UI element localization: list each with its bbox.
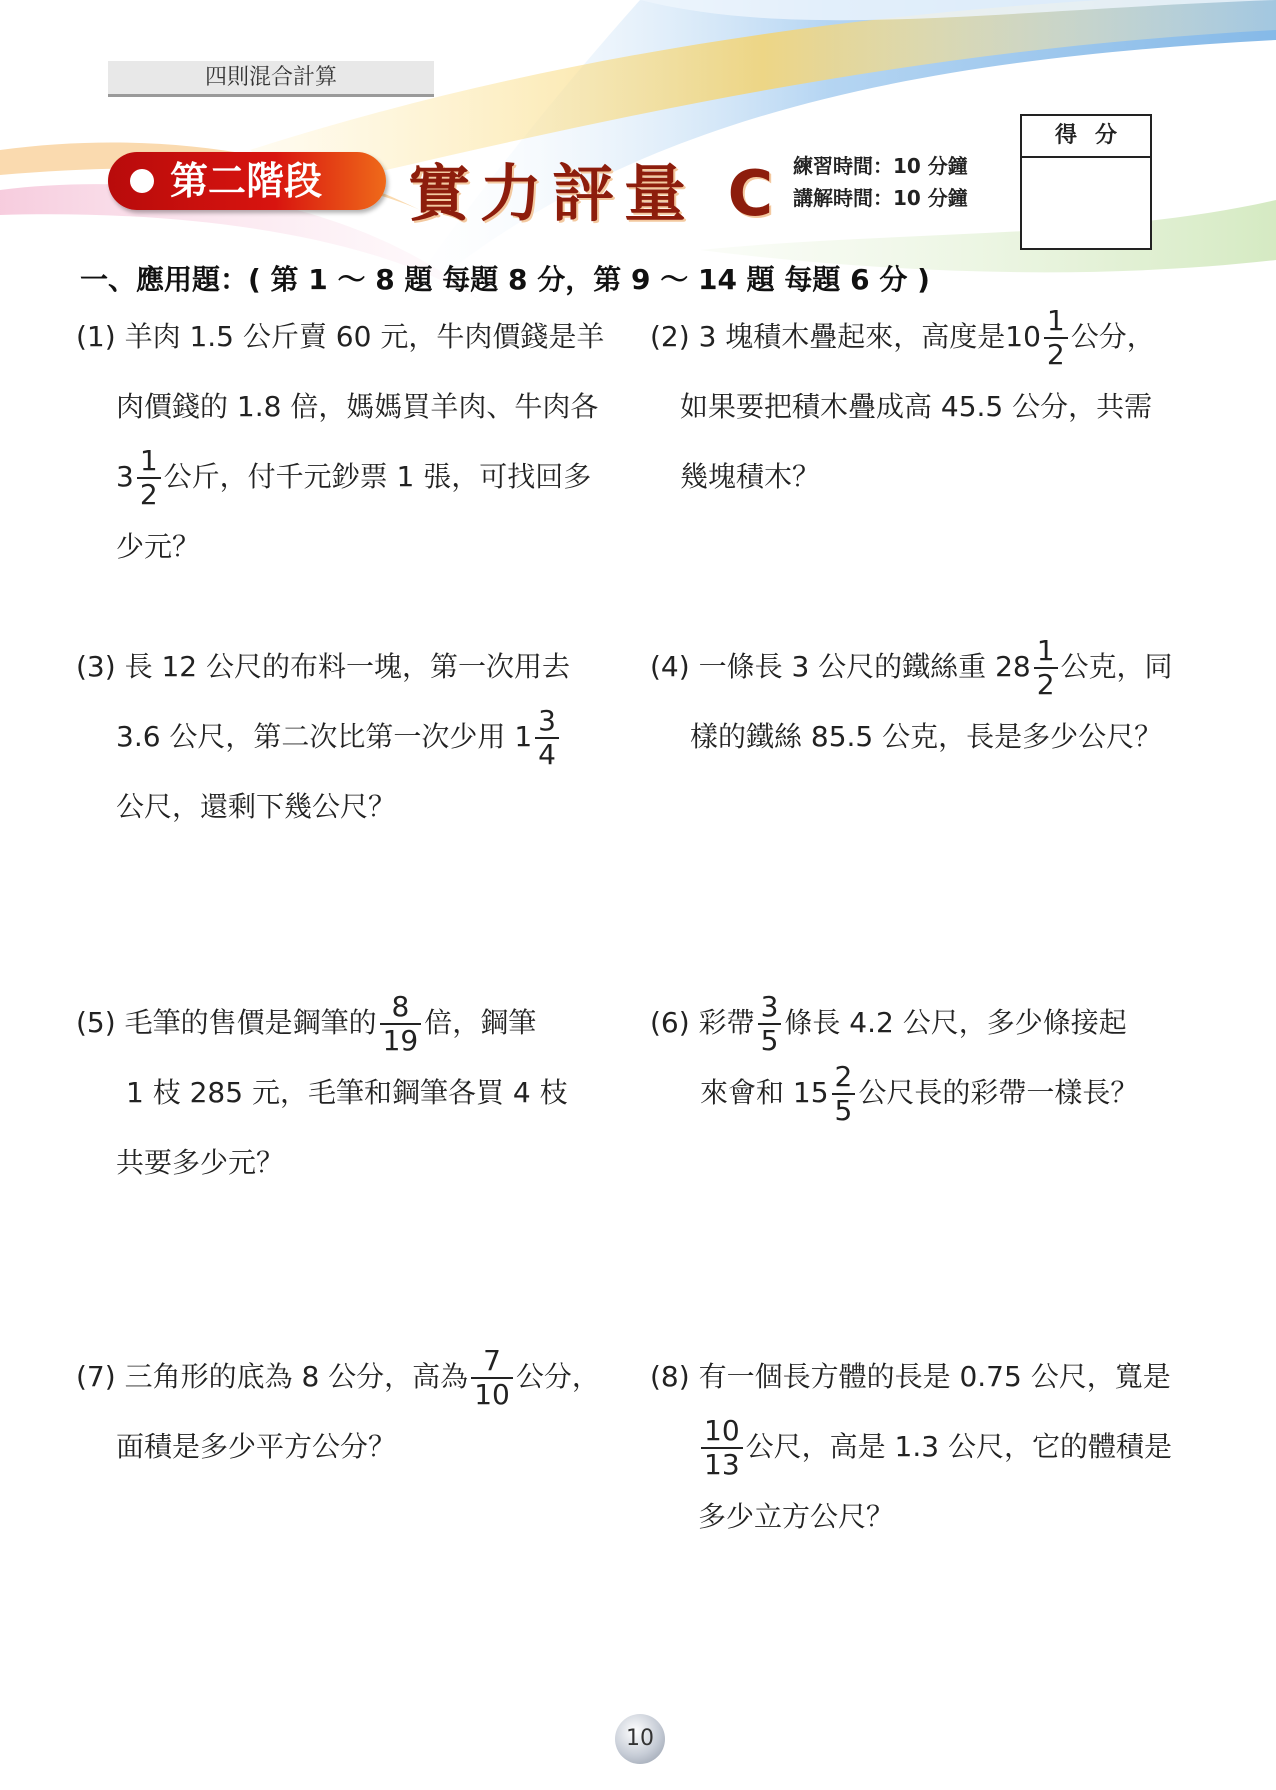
question-4 (650, 632, 1173, 772)
q8-text: 公尺，高是 1.3 公尺，它的體積是 (745, 1430, 1172, 1463)
question-3 (76, 632, 570, 842)
page-title: 實力評量 C (408, 157, 784, 230)
q1-line: 肉價錢的 1.8 倍，媽媽買羊肉、牛肉各 (116, 390, 599, 423)
denominator: 2 (1036, 668, 1055, 701)
fraction (535, 705, 559, 771)
q1-text: 公斤，付千元鈔票 1 張，可找回多 (163, 460, 592, 493)
stage-label: 第二階段 (170, 159, 323, 203)
stage-badge (108, 152, 386, 210)
numerator: 7 (471, 1345, 513, 1379)
fraction (471, 1345, 513, 1411)
q5-text: (5) 毛筆的售價是鋼筆的 (76, 1006, 377, 1039)
q1-line: (1) 羊肉 1.5 公斤賣 60 元，牛肉價錢是羊 (76, 320, 605, 353)
q4-text: 公克，同 (1060, 650, 1173, 683)
q3-line: 公尺，還剩下幾公尺？ (116, 790, 397, 823)
q8-line: (8) 有一個長方體的長是 0.75 公尺，寬是 (650, 1360, 1171, 1393)
q8-line (650, 1412, 1172, 1482)
q5-text: 倍，鋼筆 (424, 1006, 537, 1039)
q6-text: (6) 彩帶 (650, 1006, 755, 1039)
mixed-whole: 3 (116, 460, 134, 493)
numerator: 2 (832, 1061, 856, 1095)
section-title: 一、應用題：( 第 1 ～ 8 題 每題 8 分，第 9 ～ 14 題 每題 6 分 ) (80, 263, 930, 296)
numerator: 1 (137, 445, 161, 479)
numerator: 3 (758, 991, 782, 1025)
q5-line (76, 988, 568, 1058)
question-7 (76, 1342, 600, 1482)
q8-line: 多少立方公尺？ (698, 1500, 895, 1533)
q2-line: 如果要把積木疊成高 45.5 公分，共需 (680, 390, 1153, 423)
practice-time: 練習時間：10 分鐘 (793, 154, 968, 178)
denominator: 19 (382, 1024, 419, 1057)
q1-line: 少元？ (116, 530, 201, 563)
chapter-label: 四則混合計算 (108, 61, 434, 97)
denominator: 4 (538, 738, 556, 771)
question-1 (76, 302, 604, 582)
denominator: 5 (760, 1024, 779, 1057)
denominator: 2 (1046, 338, 1065, 371)
fraction (137, 445, 161, 511)
q3-text: 3.6 公尺，第二次比第一次少用 1 (116, 720, 533, 753)
numerator: 8 (380, 991, 422, 1025)
q6-line (650, 988, 1138, 1058)
q6-text: 公尺長的彩帶一樣長？ (858, 1076, 1139, 1109)
score-label: 得分 (1022, 116, 1150, 158)
numerator: 1 (1044, 305, 1068, 339)
q7-line (76, 1342, 600, 1412)
q5-line: 共要多少元？ (116, 1146, 285, 1179)
q3-line: (3) 長 12 公尺的布料一塊，第一次用去 (76, 650, 570, 683)
q2-line (650, 302, 1155, 372)
fraction (380, 991, 422, 1057)
explain-time: 講解時間：10 分鐘 (793, 186, 968, 210)
fraction (758, 991, 782, 1057)
q6-text: 條長 4.2 公尺，多少條接起 (784, 1006, 1127, 1039)
numerator: 1 (1034, 635, 1058, 669)
score-box[interactable] (1020, 114, 1152, 250)
q7-text: (7) 三角形的底為 8 公分，高為 (76, 1360, 469, 1393)
fraction (701, 1415, 743, 1481)
question-5 (76, 988, 568, 1198)
fraction (1034, 635, 1058, 701)
q7-text: 公分， (515, 1360, 600, 1393)
denominator: 13 (704, 1448, 740, 1481)
denominator: 5 (834, 1094, 853, 1127)
q1-line (76, 442, 604, 512)
question-8 (650, 1342, 1172, 1552)
page-number: 10 (615, 1714, 665, 1764)
q4-text: (4) 一條長 3 公尺的鐵絲重 28 (650, 650, 1031, 683)
q6-line (650, 1058, 1138, 1128)
fraction (832, 1061, 856, 1127)
q2-text: (2) 3 塊積木疊起來，高度是10 (650, 320, 1041, 353)
q4-line (650, 632, 1173, 702)
q3-line (76, 702, 570, 772)
fraction (1044, 305, 1068, 371)
timing-info (793, 150, 968, 214)
q2-text: 公分， (1070, 320, 1155, 353)
numerator: 10 (701, 1415, 743, 1449)
bullet-dot-icon (130, 169, 154, 193)
q7-line: 面積是多少平方公分？ (116, 1430, 397, 1463)
q2-line: 幾塊積木？ (680, 460, 821, 493)
denominator: 2 (139, 478, 158, 511)
denominator: 10 (474, 1378, 510, 1411)
q5-line: 1 枝 285 元，毛筆和鋼筆各買 4 枝 (126, 1076, 568, 1109)
q6-text: 來會和 15 (700, 1076, 829, 1109)
question-6 (650, 988, 1138, 1128)
question-2 (650, 302, 1155, 512)
q4-line: 樣的鐵絲 85.5 公克，長是多少公尺？ (690, 720, 1163, 753)
numerator: 3 (535, 705, 559, 739)
